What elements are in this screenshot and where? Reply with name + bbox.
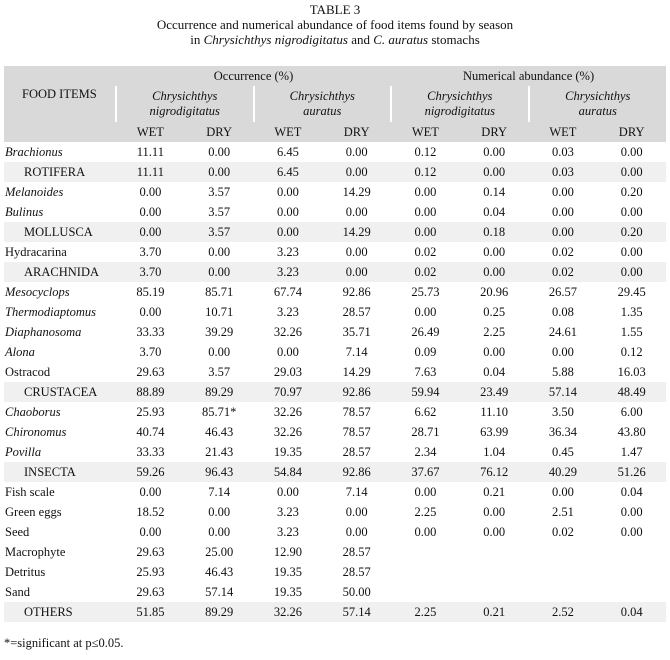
value-cell: 0.09	[414, 344, 437, 359]
food-item-name: Detritus	[5, 564, 46, 579]
value-cell: 0.00	[139, 484, 162, 499]
value-cell: 0.00	[414, 484, 437, 499]
food-item-name: Chaoborus	[5, 404, 61, 419]
value-cell: 3.57	[208, 184, 231, 199]
table-row	[4, 162, 666, 182]
value-cell: 25.00	[205, 544, 234, 559]
value-cell: 11.11	[136, 144, 164, 159]
value-cell: 37.67	[391, 462, 460, 482]
food-item-name: ARACHNIDA	[4, 262, 116, 282]
value-cell: 23.49	[460, 382, 529, 402]
value-cell: 1.35	[620, 304, 643, 319]
value-cell: 85.71	[205, 284, 234, 299]
value-cell: 0.00	[414, 304, 437, 319]
value-cell: 0.00	[460, 162, 529, 182]
value-cell: 6.62	[414, 404, 437, 419]
value-cell: 3.57	[208, 204, 231, 219]
table-row	[4, 462, 666, 482]
value-cell: 5.88	[551, 364, 574, 379]
value-cell: 96.43	[185, 462, 254, 482]
value-cell: 54.84	[254, 462, 323, 482]
value-cell: 6.45	[254, 162, 323, 182]
value-cell	[391, 582, 460, 602]
season-header: WET	[116, 122, 185, 142]
value-cell: 0.00	[483, 504, 506, 519]
season-header: WET	[529, 122, 598, 142]
value-cell: 3.23	[276, 524, 299, 539]
value-cell: 19.35	[273, 584, 302, 599]
value-cell: 32.26	[273, 424, 302, 439]
occurrence-header: Occurrence (%)	[116, 66, 391, 86]
value-cell: 29.03	[273, 364, 302, 379]
value-cell: 78.57	[342, 424, 371, 439]
food-item-name: Brachionus	[5, 144, 63, 159]
value-cell: 3.70	[116, 262, 185, 282]
value-cell	[597, 542, 666, 562]
table-body	[4, 142, 666, 622]
value-cell: 35.71	[342, 324, 371, 339]
value-cell: 32.26	[254, 602, 323, 622]
table-row	[4, 382, 666, 402]
value-cell: 32.26	[273, 324, 302, 339]
food-item-name: Macrophyte	[5, 544, 66, 559]
value-cell: 29.63	[136, 544, 165, 559]
value-cell: 0.45	[551, 444, 574, 459]
value-cell: 28.71	[411, 424, 440, 439]
value-cell: 2.52	[529, 602, 598, 622]
table-row	[4, 402, 666, 422]
value-cell: 33.33	[136, 324, 165, 339]
value-cell: 25.73	[411, 284, 440, 299]
value-cell: 0.04	[483, 204, 506, 219]
value-cell: 0.00	[208, 344, 231, 359]
value-cell: 1.55	[620, 324, 643, 339]
value-cell: 36.34	[548, 424, 577, 439]
value-cell: 0.04	[597, 602, 666, 622]
value-cell	[460, 582, 529, 602]
value-cell: 25.93	[136, 404, 165, 419]
value-cell: 0.00	[620, 244, 643, 259]
value-cell: 67.74	[273, 284, 302, 299]
value-cell: 0.00	[345, 524, 368, 539]
value-cell: 40.74	[136, 424, 165, 439]
value-cell: 0.00	[208, 144, 231, 159]
species-epithet: nigrodigitatus	[149, 104, 220, 118]
value-cell: 0.00	[551, 204, 574, 219]
value-cell: 0.02	[529, 262, 598, 282]
value-cell: 2.25	[391, 602, 460, 622]
value-cell: 14.29	[342, 364, 371, 379]
value-cell: 59.94	[391, 382, 460, 402]
value-cell: 0.03	[529, 162, 598, 182]
value-cell: 0.21	[483, 484, 506, 499]
caption-text-stomachs: stomachs	[428, 32, 480, 47]
season-header: DRY	[597, 122, 666, 142]
value-cell: 0.04	[620, 484, 643, 499]
value-cell: 2.34	[414, 444, 437, 459]
table-row	[4, 522, 666, 542]
value-cell: 20.96	[480, 284, 509, 299]
table-row	[4, 202, 666, 222]
footnote: *=significant at p≤0.05.	[4, 636, 124, 650]
species-epithet: auratus	[303, 104, 342, 118]
value-cell: 0.00	[276, 204, 299, 219]
caption-species-b: C. auratus	[373, 32, 429, 47]
value-cell: 78.57	[342, 404, 371, 419]
species-genus: Chrysichthys	[152, 89, 218, 103]
value-cell	[391, 542, 460, 562]
food-item-name: CRUSTACEA	[4, 382, 116, 402]
table-row	[4, 442, 666, 462]
species-genus: Chrysichthys	[427, 89, 493, 103]
food-item-name: Bulinus	[5, 204, 44, 219]
value-cell: 0.00	[185, 162, 254, 182]
value-cell: 0.08	[551, 304, 574, 319]
value-cell: 0.00	[620, 204, 643, 219]
value-cell: 0.00	[254, 222, 323, 242]
value-cell: 57.14	[322, 602, 391, 622]
season-header: DRY	[185, 122, 254, 142]
value-cell: 14.29	[322, 222, 391, 242]
value-cell: 57.14	[529, 382, 598, 402]
value-cell: 3.57	[185, 222, 254, 242]
value-cell: 3.50	[551, 404, 574, 419]
species-header-occ-nigrodigitatus	[116, 86, 254, 122]
value-cell: 50.00	[342, 584, 371, 599]
value-cell: 0.00	[483, 344, 506, 359]
table-row	[4, 582, 666, 602]
table-row	[4, 362, 666, 382]
value-cell: 0.12	[620, 344, 643, 359]
value-cell: 0.00	[208, 244, 231, 259]
table-row	[4, 222, 666, 242]
value-cell: 16.03	[617, 364, 646, 379]
value-cell: 0.02	[414, 244, 437, 259]
value-cell: 0.00	[208, 524, 231, 539]
value-cell: 6.00	[620, 404, 643, 419]
value-cell: 0.00	[276, 484, 299, 499]
value-cell: 0.02	[391, 262, 460, 282]
value-cell: 0.04	[483, 364, 506, 379]
value-cell: 0.00	[139, 184, 162, 199]
value-cell: 51.26	[597, 462, 666, 482]
food-item-name: Thermodiaptomus	[5, 304, 96, 319]
value-cell: 0.25	[483, 304, 506, 319]
species-header-occ-auratus	[254, 86, 392, 122]
food-item-name: Fish scale	[5, 484, 55, 499]
caption-species-a: Chrysichthys nigrodigitatus	[203, 32, 348, 47]
value-cell: 0.00	[414, 524, 437, 539]
value-cell	[460, 562, 529, 582]
value-cell: 0.00	[276, 344, 299, 359]
abundance-header: Numerical abundance (%)	[391, 66, 666, 86]
value-cell: 0.00	[620, 504, 643, 519]
value-cell: 7.63	[414, 364, 437, 379]
value-cell: 29.63	[136, 364, 165, 379]
value-cell: 11.11	[116, 162, 185, 182]
value-cell: 24.61	[548, 324, 577, 339]
value-cell: 0.00	[345, 504, 368, 519]
food-item-name: Mesocyclops	[5, 284, 70, 299]
table-row	[4, 142, 666, 162]
season-header: WET	[391, 122, 460, 142]
table-row	[4, 562, 666, 582]
table-row	[4, 482, 666, 502]
value-cell: 2.51	[551, 504, 574, 519]
table-row	[4, 422, 666, 442]
value-cell: 46.43	[205, 424, 234, 439]
value-cell: 0.00	[483, 144, 506, 159]
table-row	[4, 502, 666, 522]
value-cell: 51.85	[116, 602, 185, 622]
value-cell: 33.33	[136, 444, 165, 459]
value-cell: 6.45	[276, 144, 299, 159]
value-cell: 0.00	[551, 184, 574, 199]
value-cell: 0.12	[391, 162, 460, 182]
value-cell: 18.52	[136, 504, 165, 519]
food-item-name: Ostracod	[5, 364, 51, 379]
value-cell: 0.00	[139, 524, 162, 539]
value-cell: 3.70	[139, 344, 162, 359]
value-cell: 57.14	[205, 584, 234, 599]
value-cell: 92.86	[322, 382, 391, 402]
value-cell: 28.57	[342, 544, 371, 559]
value-cell: 0.18	[460, 222, 529, 242]
value-cell: 0.00	[345, 204, 368, 219]
value-cell: 0.00	[116, 222, 185, 242]
value-cell: 48.49	[597, 382, 666, 402]
value-cell: 0.00	[322, 262, 391, 282]
value-cell: 89.29	[185, 602, 254, 622]
food-item-name: Chironomus	[5, 424, 67, 439]
table-row	[4, 302, 666, 322]
value-cell: 1.47	[620, 444, 643, 459]
value-cell: 0.00	[322, 162, 391, 182]
table-row	[4, 282, 666, 302]
food-item-name: OTHERS	[4, 602, 116, 622]
value-cell: 0.21	[460, 602, 529, 622]
table-caption	[0, 0, 670, 47]
value-cell: 28.57	[342, 444, 371, 459]
value-cell: 3.23	[276, 504, 299, 519]
food-item-name: Sand	[5, 584, 30, 599]
value-cell: 2.25	[414, 504, 437, 519]
value-cell: 12.90	[273, 544, 302, 559]
food-item-name: Hydracarina	[5, 244, 67, 259]
value-cell: 85.19	[136, 284, 165, 299]
species-header-abund-auratus	[529, 86, 667, 122]
value-cell: 0.00	[483, 244, 506, 259]
value-cell: 43.80	[617, 424, 646, 439]
value-cell: 0.00	[208, 504, 231, 519]
value-cell: 26.57	[548, 284, 577, 299]
value-cell	[529, 542, 598, 562]
value-cell: 0.00	[620, 144, 643, 159]
table-row	[4, 602, 666, 622]
value-cell: 0.14	[483, 184, 506, 199]
table-row	[4, 182, 666, 202]
food-item-name: INSECTA	[4, 462, 116, 482]
value-cell: 92.86	[322, 462, 391, 482]
species-epithet: auratus	[578, 104, 617, 118]
value-cell	[460, 542, 529, 562]
value-cell: 10.71	[205, 304, 234, 319]
value-cell: 0.00	[414, 204, 437, 219]
value-cell: 0.20	[597, 222, 666, 242]
value-cell: 70.97	[254, 382, 323, 402]
season-header-spacer	[4, 122, 116, 142]
value-cell: 40.29	[529, 462, 598, 482]
value-cell: 59.26	[116, 462, 185, 482]
value-cell: 19.35	[273, 444, 302, 459]
species-header-abund-nigrodigitatus	[391, 86, 529, 122]
value-cell: 0.00	[345, 244, 368, 259]
value-cell: 7.14	[345, 484, 368, 499]
value-cell: 0.00	[139, 304, 162, 319]
species-epithet: nigrodigitatus	[424, 104, 495, 118]
value-cell: 0.00	[276, 184, 299, 199]
value-cell: 46.43	[205, 564, 234, 579]
value-cell: 0.00	[391, 222, 460, 242]
value-cell: 0.00	[414, 184, 437, 199]
value-cell: 0.02	[551, 244, 574, 259]
value-cell: 7.14	[345, 344, 368, 359]
value-cell: 0.00	[597, 162, 666, 182]
food-item-name: Povilla	[5, 444, 42, 459]
value-cell: 28.57	[342, 564, 371, 579]
value-cell: 25.93	[136, 564, 165, 579]
value-cell: 0.00	[597, 262, 666, 282]
caption-text-and: and	[347, 32, 374, 47]
table-row	[4, 322, 666, 342]
species-genus: Chrysichthys	[289, 89, 355, 103]
caption-line-2	[0, 32, 670, 47]
value-cell	[529, 582, 598, 602]
value-cell: 92.86	[342, 284, 371, 299]
value-cell	[391, 562, 460, 582]
food-item-name: Seed	[5, 524, 30, 539]
value-cell	[597, 562, 666, 582]
value-cell	[597, 582, 666, 602]
value-cell: 0.12	[414, 144, 437, 159]
value-cell: 0.00	[620, 524, 643, 539]
food-item-name: ROTIFERA	[4, 162, 116, 182]
value-cell: 0.02	[551, 524, 574, 539]
value-cell: 0.00	[551, 484, 574, 499]
value-cell: 32.26	[273, 404, 302, 419]
value-cell: 0.00	[139, 204, 162, 219]
season-header: WET	[254, 122, 323, 142]
value-cell: 19.35	[273, 564, 302, 579]
value-cell: 14.29	[342, 184, 371, 199]
food-item-name: Green eggs	[5, 504, 62, 519]
value-cell: 21.43	[205, 444, 234, 459]
table-row	[4, 342, 666, 362]
value-cell	[529, 562, 598, 582]
value-cell: 76.12	[460, 462, 529, 482]
value-cell: 0.00	[551, 344, 574, 359]
value-cell: 2.25	[483, 324, 506, 339]
table-row	[4, 542, 666, 562]
value-cell: 3.23	[276, 244, 299, 259]
value-cell: 29.45	[617, 284, 646, 299]
table-row	[4, 242, 666, 262]
value-cell: 1.04	[483, 444, 506, 459]
season-header: DRY	[322, 122, 391, 142]
food-items-table	[4, 66, 666, 622]
species-genus: Chrysichthys	[565, 89, 631, 103]
value-cell: 0.00	[460, 262, 529, 282]
value-cell: 26.49	[411, 324, 440, 339]
value-cell: 0.00	[185, 262, 254, 282]
value-cell: 28.57	[342, 304, 371, 319]
value-cell: 29.63	[136, 584, 165, 599]
value-cell: 0.20	[620, 184, 643, 199]
value-cell: 39.29	[205, 324, 234, 339]
value-cell: 63.99	[480, 424, 509, 439]
value-cell: 89.29	[185, 382, 254, 402]
value-cell: 7.14	[208, 484, 231, 499]
food-item-name: MOLLUSCA	[4, 222, 116, 242]
value-cell: 0.03	[551, 144, 574, 159]
value-cell: 0.00	[483, 524, 506, 539]
value-cell: 3.70	[139, 244, 162, 259]
value-cell: 3.23	[254, 262, 323, 282]
value-cell: 0.00	[529, 222, 598, 242]
food-items-header: FOOD ITEMS	[4, 66, 116, 122]
food-item-name: Alona	[5, 344, 35, 359]
value-cell: 3.57	[208, 364, 231, 379]
caption-line-1: Occurrence and numerical abundance of food items found by season	[156, 17, 514, 32]
table-row	[4, 262, 666, 282]
table-label: TABLE 3	[309, 2, 361, 17]
value-cell: 85.71*	[201, 404, 237, 419]
season-header: DRY	[460, 122, 529, 142]
value-cell: 3.23	[276, 304, 299, 319]
food-item-name: Melanoides	[5, 184, 64, 199]
value-cell: 0.00	[345, 144, 368, 159]
caption-text-in: in	[190, 32, 204, 47]
value-cell: 11.10	[480, 404, 508, 419]
food-item-name: Diaphanosoma	[5, 324, 82, 339]
value-cell: 88.89	[116, 382, 185, 402]
